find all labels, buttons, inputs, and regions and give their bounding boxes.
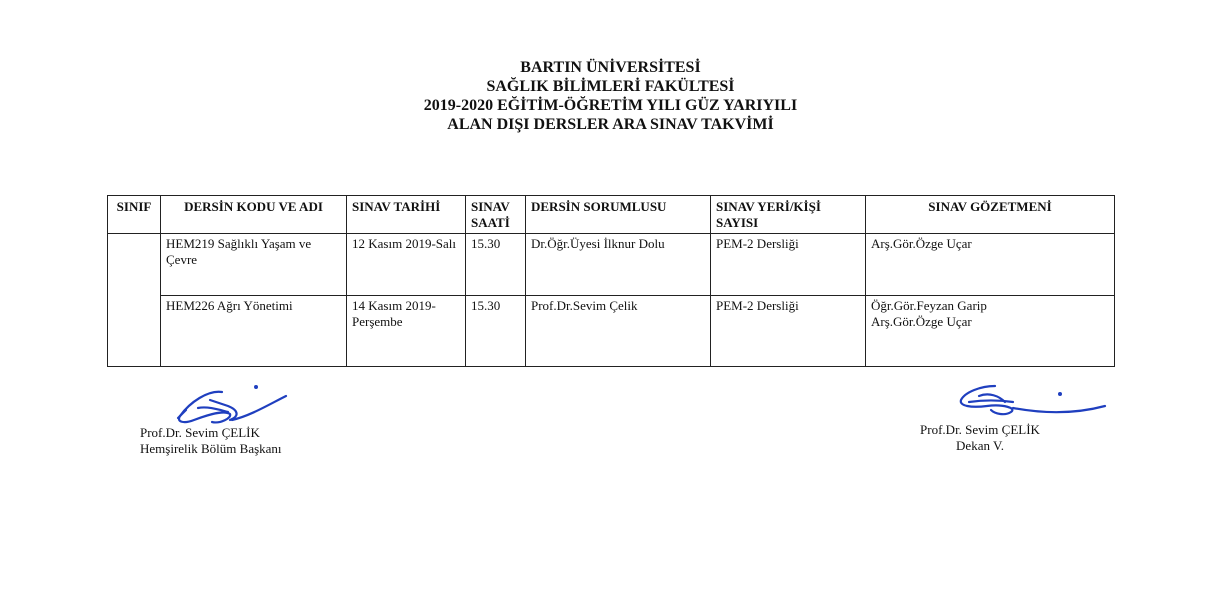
- proctor-name: Öğr.Gör.Feyzan Garip: [871, 298, 987, 313]
- table-row: [108, 234, 1115, 296]
- proctor-name: Arş.Gör.Özge Uçar: [871, 236, 972, 251]
- instructor-cell: Dr.Öğr.Üyesi İlknur Dolu: [526, 234, 711, 296]
- signature-block-left: [140, 425, 282, 457]
- column-header-tarih: SINAV TARİHİ: [347, 196, 466, 234]
- signatory-title: Dekan V.: [956, 438, 1004, 453]
- signatory-name: Prof.Dr. Sevim ÇELİK: [920, 422, 1040, 437]
- table-header-row: [108, 196, 1115, 234]
- university-name: BARTIN ÜNİVERSİTESİ: [520, 59, 701, 76]
- exam-schedule-table: [107, 195, 1115, 367]
- proctor-cell: [866, 296, 1115, 367]
- document-heading: [0, 58, 1221, 134]
- column-header-gozetmen: SINAV GÖZETMENİ: [866, 196, 1115, 234]
- signatory-name: Prof.Dr. Sevim ÇELİK: [140, 425, 260, 440]
- location-cell: PEM-2 Dersliği: [711, 296, 866, 367]
- schedule-title: ALAN DIŞI DERSLER ARA SINAV TAKVİMİ: [447, 116, 774, 133]
- proctor-cell: [866, 234, 1115, 296]
- signatory-title: Hemşirelik Bölüm Başkanı: [140, 441, 282, 456]
- sinif-cell: [108, 234, 161, 367]
- date-cell: 14 Kasım 2019-Perşembe: [347, 296, 466, 367]
- academic-year: 2019-2020 EĞİTİM-ÖĞRETİM YILI GÜZ YARIYILI: [423, 97, 798, 114]
- signature-right-image: [955, 380, 1110, 422]
- column-header-sinif: SINIF: [108, 196, 161, 234]
- column-header-yer: SINAV YERİ/KİŞİ SAYISI: [711, 196, 866, 234]
- date-cell: 12 Kasım 2019-Salı: [347, 234, 466, 296]
- course-cell: HEM219 Sağlıklı Yaşam ve Çevre: [161, 234, 347, 296]
- course-cell: HEM226 Ağrı Yönetimi: [161, 296, 347, 367]
- column-header-ders: DERSİN KODU VE ADI: [161, 196, 347, 234]
- time-cell: 15.30: [466, 234, 526, 296]
- instructor-cell: Prof.Dr.Sevim Çelik: [526, 296, 711, 367]
- proctor-name: Arş.Gör.Özge Uçar: [871, 314, 972, 329]
- location-cell: PEM-2 Dersliği: [711, 234, 866, 296]
- time-cell: 15.30: [466, 296, 526, 367]
- column-header-sorumlu: DERSİN SORUMLUSU: [526, 196, 711, 234]
- table-row: [108, 296, 1115, 367]
- column-header-saat: SINAV SAATİ: [466, 196, 526, 234]
- faculty-name: SAĞLIK BİLİMLERİ FAKÜLTESİ: [486, 78, 735, 95]
- signature-block-right: [905, 422, 1055, 454]
